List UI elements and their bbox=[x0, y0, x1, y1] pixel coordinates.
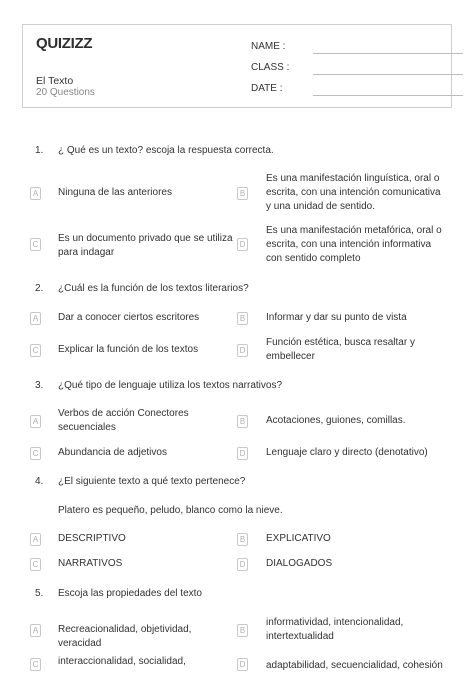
option-letter-b: B bbox=[237, 312, 248, 325]
class-field[interactable] bbox=[313, 74, 463, 75]
option-b: informatividad, intencionalidad, intertextualidad bbox=[266, 617, 404, 642]
question-text: ¿ Qué es un texto? escoja la respuesta correcta. bbox=[58, 145, 274, 156]
option-letter-b: B bbox=[237, 187, 248, 200]
option-letter-d: D bbox=[237, 344, 248, 357]
option-letter-b: B bbox=[237, 533, 248, 546]
option-letter-a: A bbox=[30, 624, 41, 637]
question-text: ¿Cuál es la función de los textos literarios? bbox=[58, 283, 249, 294]
option-letter-c: C bbox=[30, 344, 41, 357]
class-label: CLASS : bbox=[251, 62, 290, 73]
question-text: ¿El siguiente texto a qué texto pertenece? bbox=[58, 476, 246, 487]
option-letter-d: D bbox=[237, 238, 248, 251]
option-c: Explicar la función de los textos bbox=[58, 344, 199, 355]
option-b: Es una manifestación linguística, oral o escrita, con una intención comunicativa y una unidad de sentido. bbox=[266, 173, 441, 212]
option-a: Recreacionalidad, objetividad, veracidad bbox=[58, 624, 192, 649]
question-passage: Platero es pequeño, peludo, blanco como la nieve. bbox=[58, 505, 283, 516]
option-d: Lenguaje claro y directo (denotativo) bbox=[266, 447, 428, 458]
option-b: Acotaciones, guiones, comillas. bbox=[266, 415, 406, 426]
option-letter-c: C bbox=[30, 558, 41, 571]
question-number: 1. bbox=[35, 145, 44, 156]
option-b: Informar y dar su punto de vista bbox=[266, 312, 407, 323]
option-letter-a: A bbox=[30, 415, 41, 428]
option-b: EXPLICATIVO bbox=[266, 533, 331, 544]
option-letter-a: A bbox=[30, 312, 41, 325]
option-a: Ninguna de las anteriores bbox=[58, 187, 172, 198]
option-letter-d: D bbox=[237, 447, 248, 460]
option-c: interaccionalidad, socialidad, bbox=[58, 656, 186, 667]
date-field[interactable] bbox=[313, 95, 463, 96]
option-letter-b: B bbox=[237, 415, 248, 428]
option-c: NARRATIVOS bbox=[58, 558, 123, 569]
question-text: ¿Qué tipo de lenguaje utiliza los textos narrativos? bbox=[58, 380, 283, 391]
option-letter-b: B bbox=[237, 624, 248, 637]
option-a: Dar a conocer ciertos escritores bbox=[58, 312, 200, 323]
option-a: Verbos de acción Conectores secuenciales bbox=[58, 408, 189, 433]
option-d: Función estética, busca resaltar y embellecer bbox=[266, 337, 415, 362]
question-number: 3. bbox=[35, 380, 44, 391]
option-letter-a: A bbox=[30, 187, 41, 200]
question-number: 4. bbox=[35, 476, 44, 487]
question-text: Escoja las propiedades del texto bbox=[58, 588, 202, 599]
option-a: DESCRIPTIVO bbox=[58, 533, 126, 544]
option-d: DIALOGADOS bbox=[266, 558, 333, 569]
worksheet-title: El Texto bbox=[36, 75, 74, 87]
question-number: 2. bbox=[35, 283, 44, 294]
name-field[interactable] bbox=[313, 53, 463, 54]
option-letter-c: C bbox=[30, 447, 41, 460]
option-d: adaptabilidad, secuencialidad, cohesión bbox=[266, 660, 443, 671]
option-letter-c: C bbox=[30, 658, 41, 671]
worksheet-header bbox=[22, 24, 452, 108]
option-c: Abundancia de adjetivos bbox=[58, 447, 167, 458]
option-letter-a: A bbox=[30, 533, 41, 546]
date-label: DATE : bbox=[251, 83, 283, 94]
option-letter-d: D bbox=[237, 658, 248, 671]
option-letter-d: D bbox=[237, 558, 248, 571]
option-d: Es una manifestación metafórica, oral o escrita, con una intención informativa con sentido completo bbox=[266, 225, 442, 264]
question-count: 20 Questions bbox=[36, 87, 95, 98]
name-label: NAME : bbox=[251, 41, 286, 52]
option-letter-c: C bbox=[30, 238, 41, 251]
quizizz-logo: QUIZIZZ bbox=[36, 35, 93, 52]
question-number: 5. bbox=[35, 588, 44, 599]
option-c: Es un documento privado que se utiliza para indagar bbox=[58, 233, 233, 258]
